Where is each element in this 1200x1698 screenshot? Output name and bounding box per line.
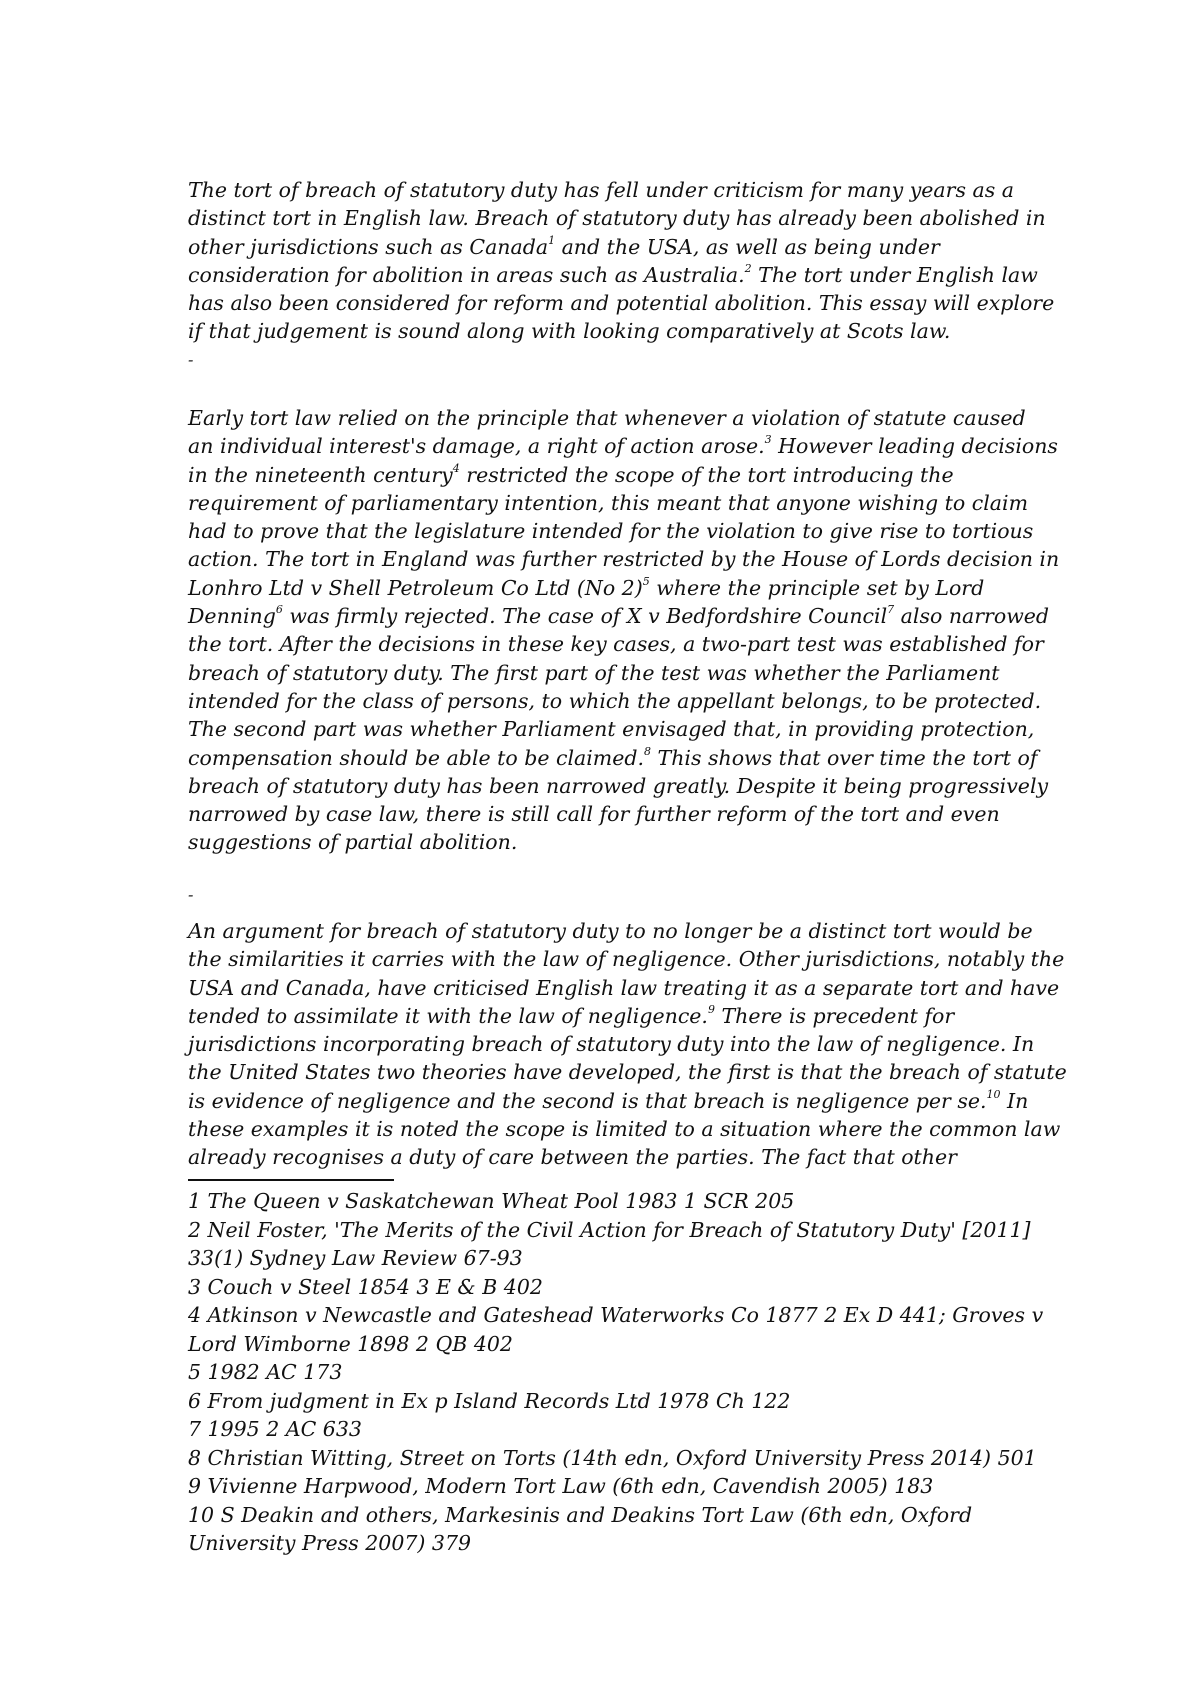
text-run: has also been considered for reform and potential abolition. This essay will explore: [188, 291, 1055, 316]
text-run: compensation should be able to be claimed.: [188, 745, 644, 770]
paragraph-3: [188, 917, 1067, 1172]
text-line: [188, 489, 1038, 517]
text-line: [188, 261, 1038, 289]
footnote-reference: 10: [986, 1087, 1001, 1101]
text-run: The tort under English law: [751, 262, 1038, 287]
text-line: [188, 715, 1038, 743]
text-run: the similarities it carries with the law of negligence. Other jurisdictions, notably the: [188, 947, 1065, 972]
text-line: [188, 1002, 1038, 1030]
text-run: was firmly rejected. The case of X v Bedfordshire Council: [282, 604, 888, 629]
text-run: action. The tort in England was further restricted by the House of Lords decision in: [188, 547, 1060, 572]
text-run: The second part was whether Parliament envisaged that, in providing protection,: [188, 717, 1035, 742]
text-run: and the USA, as well as being under: [555, 234, 940, 259]
footnote-line: 3 Couch v Steel 1854 3 E & B 402: [188, 1274, 543, 1299]
text-run: already recognises a duty of care between the parties. The fact that other: [188, 1145, 957, 1170]
text-run: suggestions of partial abolition.: [188, 830, 518, 855]
text-run: USA and Canada, have criticised English law treating it as a separate tort and have: [188, 975, 1060, 1000]
footnote-line: 4 Atkinson v Newcastle and Gateshead Waterworks Co 1877 2 Ex D 441; Groves v: [188, 1303, 1044, 1327]
footnote-line: 33(1) Sydney Law Review 67-93: [188, 1246, 523, 1270]
text-run: if that judgement is sound along with looking comparatively at Scots law.: [188, 319, 951, 344]
text-line: [188, 1030, 1038, 1058]
text-run: in the nineteenth century: [188, 462, 453, 487]
footnote-reference: 6: [275, 603, 283, 617]
text-line: [188, 800, 1038, 828]
text-run: consideration for abolition in areas such as Australia.: [188, 262, 745, 287]
footnote-reference: 9: [707, 1003, 715, 1017]
footnote-reference: 3: [764, 433, 772, 447]
text-run: narrowed by case law, there is still call for further reform of the tort and even: [188, 802, 1000, 827]
text-line: [188, 461, 1038, 489]
text-run: In: [1000, 1088, 1029, 1113]
text-line: [188, 828, 1038, 856]
text-run: Lonhro Ltd v Shell Petroleum Co Ltd (No 2): [188, 575, 643, 600]
text-run: the United States two theories have developed, the first is that the breach of statute: [188, 1060, 1067, 1085]
text-line: [188, 974, 1060, 1002]
paragraph-2: [188, 404, 1060, 857]
text-line: [188, 317, 1038, 345]
text-run: An argument for breach of statutory duty to no longer be a distinct tort would be: [188, 919, 1033, 943]
separator-1: -: [188, 350, 194, 369]
footnote-reference: 5: [642, 574, 650, 588]
text-line: [188, 574, 1038, 602]
text-line: [188, 233, 1038, 261]
text-line: [188, 945, 1065, 973]
footnote-line: 6 From judgment in Ex p Island Records Ltd 1978 Ch 122: [188, 1388, 791, 1413]
text-line: [188, 630, 1044, 658]
text-run: This shows that over time the tort of: [651, 745, 1038, 770]
footnotes: [188, 1187, 1068, 1558]
text-line: [188, 1115, 1061, 1143]
text-run: also narrowed: [894, 604, 1049, 629]
text-run: restricted the scope of the tort introducing the: [459, 462, 954, 487]
text-run: intended for the class of persons, to which the appellant belongs, to be protected.: [188, 688, 1042, 713]
text-run: requirement of parliamentary intention, this meant that anyone wishing to claim: [188, 490, 1029, 515]
text-run: the tort. After the decisions in these key cases, a two-part test was established for: [188, 632, 1044, 657]
text-run: There is precedent for: [714, 1003, 955, 1028]
text-line: [188, 1143, 1038, 1171]
text-line: [188, 517, 1038, 545]
text-line: [188, 1058, 1067, 1086]
text-run: However leading decisions: [771, 434, 1058, 459]
paragraph-1: [188, 176, 1055, 346]
text-run: breach of statutory duty has been narrowed greatly. Despite it being progressively: [188, 773, 1049, 798]
text-run: Denning: [188, 604, 276, 629]
text-run: these examples it is noted the scope is limited to a situation where the common law: [188, 1117, 1061, 1142]
text-line: [188, 687, 1042, 715]
text-line: [188, 176, 1038, 204]
text-run: distinct tort in English law. Breach of statutory duty has already been abolished in: [188, 206, 1046, 231]
text-line: [188, 744, 1038, 772]
text-line: [188, 602, 1049, 630]
text-run: The tort of breach of statutory duty has fell under criticism for many years as a: [188, 178, 1014, 202]
text-line: [188, 545, 1060, 573]
text-line: [188, 917, 1038, 945]
text-line: [188, 289, 1055, 317]
text-line: [188, 772, 1049, 800]
footnote-line: University Press 2007) 379: [188, 1531, 472, 1555]
text-line: [188, 659, 1038, 687]
footnote-reference: 8: [644, 744, 651, 758]
footnote-line: 1 The Queen v Saskatchewan Wheat Pool 1983 1 SCR 205: [188, 1189, 795, 1213]
text-line: [188, 1087, 1038, 1115]
separator-2: -: [188, 885, 194, 904]
footnote-reference: 4: [452, 461, 460, 475]
footnote-reference: 7: [887, 603, 895, 617]
text-run: is evidence of negligence and the second is that breach is negligence per se.: [188, 1088, 987, 1113]
text-run: breach of statutory duty. The first part of the test was whether the Parliament: [188, 660, 1000, 685]
text-run: tended to assimilate it with the law of negligence.: [188, 1003, 708, 1028]
text-run: other jurisdictions such as Canada: [188, 234, 549, 259]
text-run: an individual interest's damage, a right of action arose.: [188, 434, 765, 459]
footnote-line: 2 Neil Foster, 'The Merits of the Civil Action for Breach of Statutory Duty' [2011]: [188, 1217, 1031, 1242]
footnote-line: 8 Christian Witting, Street on Torts (14th edn, Oxford University Press 2014) 501: [188, 1445, 1037, 1470]
text-run: Early tort law relied on the principle that whenever a violation of statute caused: [188, 406, 1026, 430]
footnote-separator-rule: [188, 1179, 394, 1181]
footnote-line: 10 S Deakin and others, Markesinis and Deakins Tort Law (6th edn, Oxford: [188, 1502, 973, 1527]
text-line: [188, 404, 1038, 432]
footnote-line: 7 1995 2 AC 633: [188, 1417, 362, 1441]
text-line: [188, 432, 1058, 460]
footnote-line: Lord Wimborne 1898 2 QB 402: [188, 1331, 513, 1356]
text-run: where the principle set by Lord: [649, 575, 985, 600]
footnote-reference: 2: [744, 262, 752, 276]
text-run: had to prove that the legislature intended for the violation to give rise to tortious: [188, 519, 1034, 544]
footnote-line: 9 Vivienne Harpwood, Modern Tort Law (6th edn, Cavendish 2005) 183: [188, 1474, 934, 1498]
text-line: [188, 204, 1046, 232]
footnote-line: 5 1982 AC 173: [188, 1360, 343, 1384]
footnote-reference: 1: [548, 233, 556, 247]
text-run: jurisdictions incorporating breach of statutory duty into the law of negligence. In: [188, 1032, 1035, 1057]
